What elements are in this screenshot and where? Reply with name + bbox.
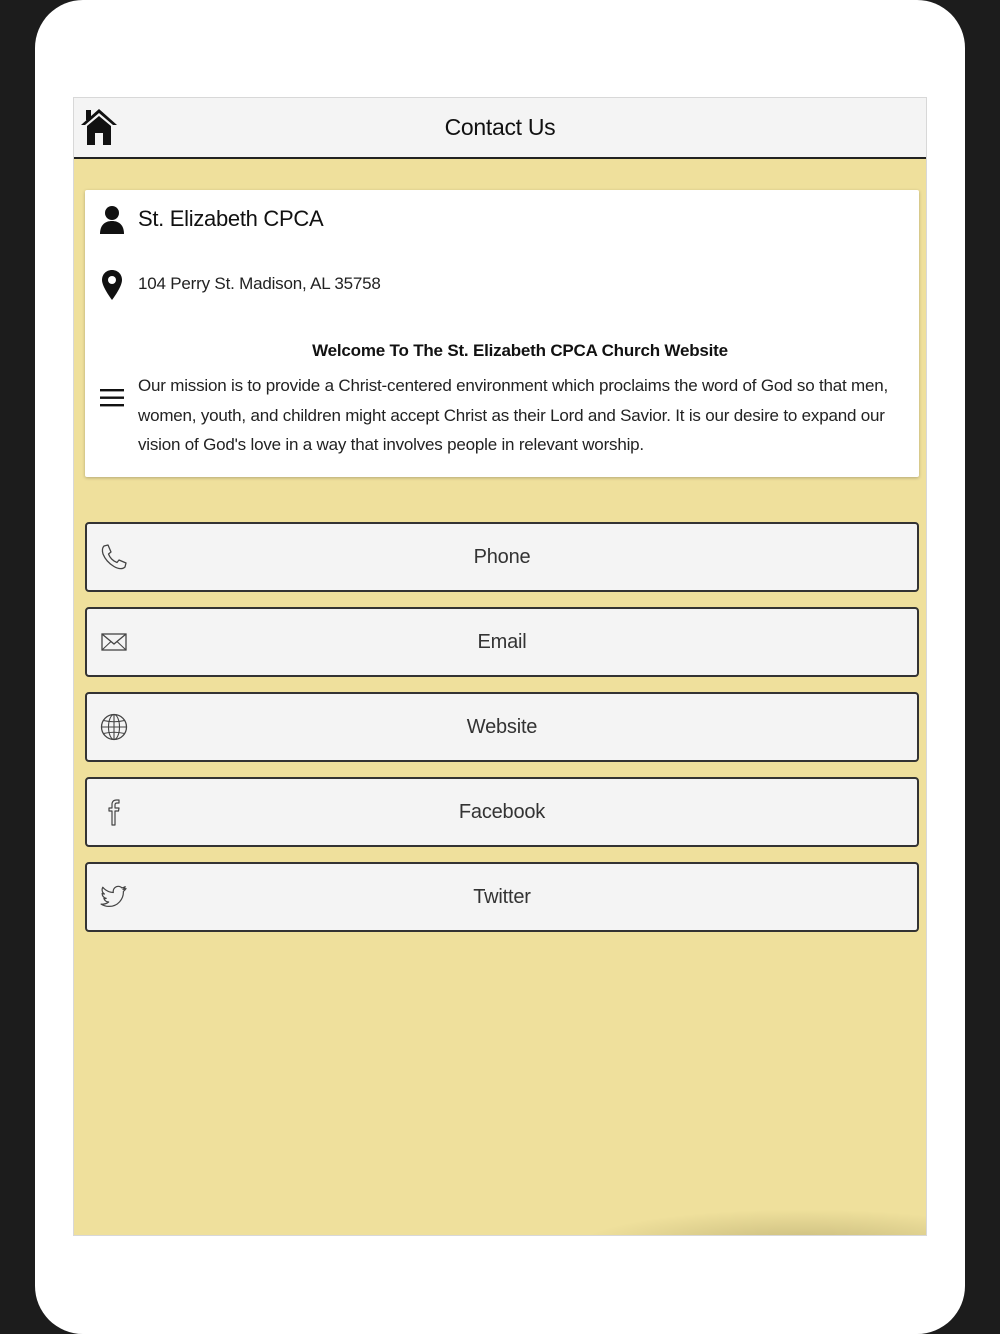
twitter-button[interactable] bbox=[85, 862, 919, 932]
person-icon bbox=[97, 204, 127, 236]
facebook-button-label: Facebook bbox=[458, 801, 546, 823]
mission-statement: Our mission is to provide a Christ-centered environment which proclaims the word of God so that men, women, youth, and children might accept Christ as their Lord and Savior. It is our desire to expand our vision of God's love in a way that involves people in relevant worship. bbox=[138, 376, 889, 454]
website-button-label: Website bbox=[466, 716, 538, 738]
twitter-button-label: Twitter bbox=[473, 886, 531, 908]
email-button-label: Email bbox=[477, 631, 527, 653]
bottom-shadow bbox=[574, 1209, 927, 1236]
phone-button[interactable] bbox=[85, 522, 919, 592]
header-bar bbox=[74, 98, 926, 159]
menu-lines-icon bbox=[97, 386, 127, 410]
page-title: Contact Us bbox=[444, 114, 556, 140]
address-text: 104 Perry St. Madison, AL 35758 bbox=[138, 274, 381, 293]
organization-name: St. Elizabeth CPCA bbox=[138, 206, 324, 231]
welcome-heading: Welcome To The St. Elizabeth CPCA Church Website bbox=[312, 341, 728, 360]
contact-info-card bbox=[85, 190, 919, 477]
app-screen bbox=[73, 97, 927, 1236]
website-button[interactable] bbox=[85, 692, 919, 762]
phone-button-label: Phone bbox=[473, 546, 531, 568]
device-frame bbox=[35, 0, 965, 1334]
facebook-button[interactable] bbox=[85, 777, 919, 847]
map-pin-icon bbox=[97, 268, 127, 302]
email-button[interactable] bbox=[85, 607, 919, 677]
